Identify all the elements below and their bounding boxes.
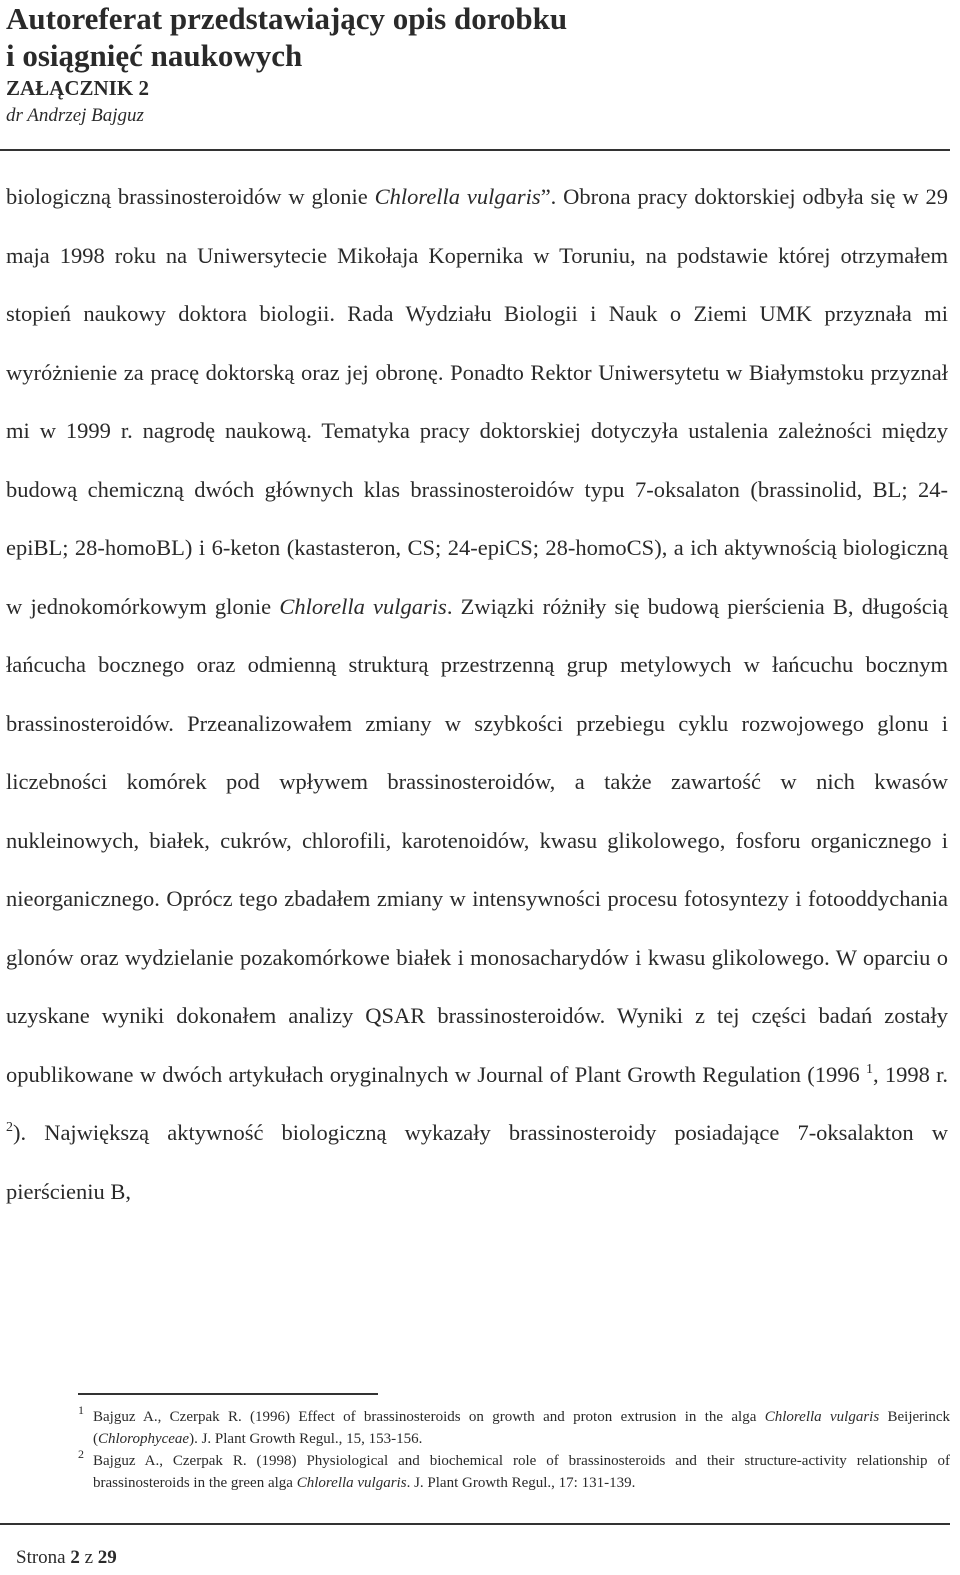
page-label: Strona bbox=[16, 1547, 66, 1568]
footnote-text: Bajguz A., Czerpak R. (1996) Effect of brassinosteroids on growth and proton extrusion in the alga bbox=[93, 1409, 765, 1425]
main-paragraph bbox=[6, 168, 948, 1221]
page-number bbox=[16, 1546, 117, 1570]
header-divider bbox=[0, 149, 950, 151]
species-name: Chlorella vulgaris bbox=[296, 1475, 407, 1491]
text-segment: ). Największą aktywność biologiczną wykazały brassinosteroidy posiadające 7-oksalakton w pierścieniu B, bbox=[6, 1120, 948, 1204]
footnotes bbox=[78, 1403, 950, 1494]
footnote-number: 1 bbox=[78, 1403, 84, 1417]
document-title-line-2: i osiągnięć naukowych bbox=[6, 38, 303, 73]
footnote-text: Beijerinck ( bbox=[93, 1409, 950, 1447]
class-name: Chlorophyceae bbox=[98, 1431, 190, 1447]
species-name: Chlorella vulgaris bbox=[764, 1409, 880, 1425]
annex-label: ZAŁĄCZNIK 2 bbox=[6, 76, 149, 100]
text-segment: , 1998 r. bbox=[872, 1061, 948, 1087]
text-segment: ”. Obrona pracy doktorskiej odbyła się w 29 maja 1998 roku na Uniwersytecie Mikołaja Kopernika w Toruniu, na podstawie której otrzymałem stopień naukowy doktora biologii. Rada Wydziału Biologii i Nauk o Ziemi UMK przyznała mi wyróżnienie za pracę doktorską oraz jej obronę. Ponadto Rektor Uniwersytetu w Białymstoku przyznał mi w 1999 r. nagrodę naukową. Tematyka pracy doktorskiej dotyczyła ustalenia zależności między budową chemiczną dwóch głównych klas brassinosteroidów typu 7-oksalaton (brassinolid, BL; 24-epiBL; 28-homoBL) i 6-keton (kastasteron, CS; 24-epiCS; 28-homoCS), a ich aktywnością biologiczną w jednokomórkowym glonie bbox=[6, 184, 949, 619]
footnote-text: ). J. Plant Growth Regul., 15, 153-156. bbox=[189, 1431, 423, 1447]
species-name: Chlorella vulgaris bbox=[374, 184, 541, 209]
footnote-text: Bajguz A., Czerpak R. (1998) Physiological and biochemical role of brassinosteroids and their structure-activity relationship of brassinosteroids in the green alga bbox=[93, 1453, 950, 1491]
page-separator: z bbox=[84, 1547, 94, 1568]
footnote-divider bbox=[78, 1393, 378, 1395]
footnote-2 bbox=[78, 1447, 950, 1494]
footnote-1 bbox=[78, 1403, 950, 1450]
footnote-ref-1[interactable]: 1 bbox=[865, 1061, 873, 1077]
current-page: 2 bbox=[70, 1547, 80, 1568]
page-header bbox=[6, 0, 946, 130]
species-name: Chlorella vulgaris bbox=[279, 593, 447, 619]
footnote-ref-2[interactable]: 2 bbox=[6, 1120, 13, 1135]
text-segment: biologiczną brassinosteroidów w glonie bbox=[6, 184, 375, 209]
footnote-number: 2 bbox=[78, 1447, 84, 1461]
author-name: dr Andrzej Bajguz bbox=[6, 105, 144, 126]
paragraph bbox=[6, 168, 948, 1221]
total-pages: 29 bbox=[97, 1547, 117, 1568]
text-segment: . Związki różniły się budową pierścienia B, długością łańcucha bocznego oraz odmienną strukturą przestrzenną grup metylowych w łańcuchu bocznym brassinosteroidów. Przeanalizowałem zmiany w szybkości przebiegu cyklu rozwojowego glonu i liczebności komórek pod wpływem brassinosteroidów, a także zawartość w nich kwasów nukleinowych, białek, cukrów, chlorofili, karotenoidów, kwasu glikolowego, fosforu organicznego i nieorganicznego. Oprócz tego zbadałem zmiany w intensywności procesu fotosyntezy i fotooddychania glonów oraz wydzielanie pozakomórkowe białek i monosacharydów i kwasu glikolowego. W oparciu o uzyskane wyniki dokonałem analizy QSAR brassinosteroidów. Wyniki z tej części badań zostały opublikowane w dwóch artykułach oryginalnych w Journal of Plant Growth Regulation (1996 bbox=[6, 593, 949, 1087]
footer-divider bbox=[0, 1523, 950, 1525]
footnote-text: . J. Plant Growth Regul., 17: 131-139. bbox=[406, 1475, 636, 1491]
document-title-line-1: Autoreferat przedstawiający opis dorobku bbox=[6, 1, 568, 36]
